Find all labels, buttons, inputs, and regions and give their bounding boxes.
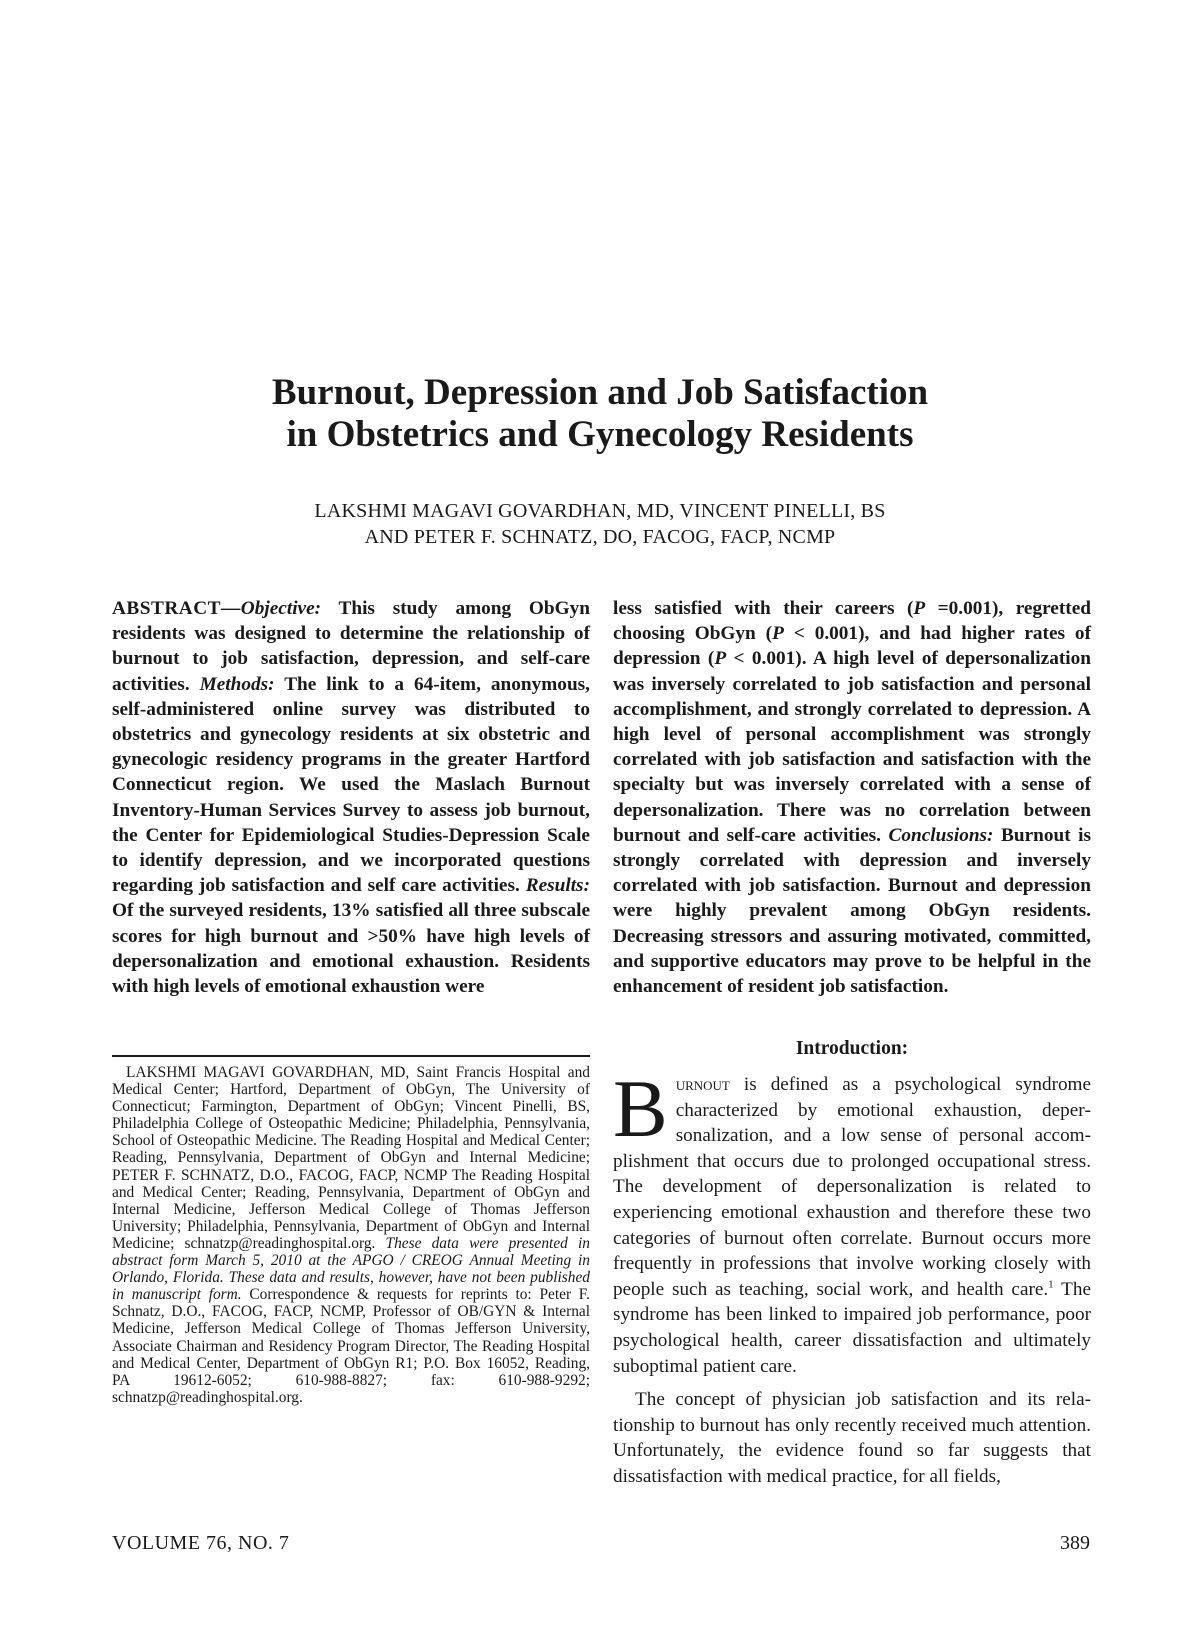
title-line-2: in Obstetrics and Gynecology Residents (286, 414, 914, 455)
results-text-right-a: less satisfied with their careers ( (613, 598, 914, 619)
intro-para1-text-b: The syndrome has been linked to impaired job performance, poor psychological health, career dissatisfaction and ultimately suboptimal patient care. (613, 1278, 1092, 1377)
title-line-1: Burnout, Depression and Job Satisfaction (271, 372, 929, 413)
abstract-paragraph-right (613, 596, 1091, 999)
objective-label: Objective: (240, 598, 322, 619)
footnote-text: LAKSHMI MAGAVI GOVARDHAN, MD, Saint Francis Hospital and Medical Center; Hartford, Department of ObGyn, The University of Connecticut; Farmington, Department of ObGyn; Vincent Pinelli, BS, Philadelphia College of Osteopathic Medicine; Philadelphia, Pennsylvania, School of Osteopathic Medicine. The Reading Hospital and Medical Center; Reading, Pennsylvania, Department of ObGyn and Internal Medicine; PETER F. SCHNATZ, D.O., FACOG, FACP, NCMP The Reading Hospital and Medical Center; Reading, Pennsylvania, Department of ObGyn and Internal Medicine, Jefferson Medical College of Thomas Jefferson University; Philadelphia, Pennsylvania, Department of ObGyn and Internal Medicine; schnatzp@readinghospital.org. (112, 1064, 590, 1252)
p-value-label-3: P (714, 648, 727, 670)
conclusions-label: Conclusions: (888, 824, 994, 846)
p-value-label-1: P (913, 598, 926, 619)
journal-volume: VOLUME 76, NO. 7 (112, 1532, 290, 1554)
abstract-right-column (613, 596, 1091, 999)
results-label: Results: (525, 875, 590, 897)
introduction-body (613, 1063, 1092, 1490)
author-affiliations-footnote (112, 1064, 590, 1406)
introduction-heading: Introduction: (795, 1038, 909, 1059)
footnote-text-end: Correspondence & requests for reprints to: Peter F. Schnatz, D.O., FACOG, FACP, NCMP, Professor of OB/GYN & Internal Medicine, Jefferson Medical College of Thomas Jefferson University, Associate Chairman and Residency Program Director, The Reading Hospital and Medical Center, Department of ObGyn R1; P.O. Box 16052, Reading, PA 19612-6052; 610-988-8827; fax: 610-988-9292; schnatzp@readinghospital.org. (112, 1286, 590, 1406)
drop-cap-letter: B (613, 1063, 668, 1154)
objective-text: This study among ObGyn residents was designed to determine the relationship of burnout to job satisfaction, depression, and self-care activities. (112, 598, 590, 695)
page-number: 389 (1060, 1532, 1090, 1554)
reference-marker: 1 (1048, 1278, 1054, 1291)
p-value-1: =0.001), regretted choosing ObGyn ( (613, 598, 1091, 645)
authors-line-1: LAKSHMI MAGAVI GOVARDHAN, MD, VINCENT PINELLI, BS (314, 500, 886, 522)
p-value-label-2: P (772, 623, 784, 645)
p-value-2: < 0.001), and had higher rates of depression ( (613, 623, 1091, 670)
article-title (100, 372, 1100, 456)
smallcaps-lead: urnout (675, 1074, 730, 1095)
results-text-left: Of the surveyed residents, 13% satisfied all three subscale scores for high burnout and >50% have high levels of depersonalization and emotional exhaustion. Residents with high levels of emotional exhaustion were (112, 900, 590, 998)
methods-text: The link to a 64-item, anonymous, self-administered online survey was distributed to obstetrics and gynecology residents at six obstetric and gynecologic residency programs in the greater Hartford Connecticut region. We used the Maslach Burnout Inventory-Human Services Survey to assess job burnout, the Center for Epidemiological Studies-Depression Scale to identify depression, and we incorporated questions regarding job satisfaction and self care activities. (112, 673, 590, 897)
footnote-italic-text: These data were presented in abstract form March 5, 2010 at the APGO / CREOG Annual Meeting in Orlando, Florida. These data and results, however, have not been published in manuscript form. (112, 1234, 590, 1304)
abstract-lead: ABSTRACT— (112, 598, 241, 619)
results-text-right-b: < 0.001). A high level of depersonalization was inversely correlated to job satisfaction and personal accomplishment, and strongly correlated to depression. A high level of personal accomplishment was strongly correlated with job satisfaction and satisfaction with the specialty but was inversely correlated with a sense of depersonalization. There was no correlation between burnout and self-care activities. (613, 648, 1091, 846)
abstract-left-column (112, 596, 590, 999)
introduction-paragraph-1 (613, 1063, 1092, 1379)
authors-line-2: AND PETER F. SCHNATZ, DO, FACOG, FACP, NCMP (364, 526, 836, 548)
methods-label: Methods: (199, 673, 275, 695)
footnote-divider (112, 1055, 590, 1057)
author-list (100, 498, 1100, 550)
introduction-paragraph-2: The concept of physician job satisfaction and its relationship to burnout has only recently received much attention. Unfortunately, the evidence found so far suggests that dissatisfaction with medical practice, for all fields, (613, 1389, 1091, 1487)
abstract-paragraph-left (112, 596, 590, 999)
intro-para1-text-a: is defined as a psychological syndrome characterized by emotional exhaustion, depersonalization, and a low sense of personal accomplishment that occurs due to prolonged occupational stress. The development of depersonalization is related to experiencing emotional exhaustion and therefore these two categories of burnout often correlate. Burnout occurs more frequently in professions that involve working closely with people such as teaching, social work, and health care. (613, 1074, 1091, 1300)
conclusions-text: Burnout is strongly correlated with depression and inversely correlated with job satisfaction. Burnout and depression were highly prevalent among ObGyn residents. Decreasing stressors and assuring motivated, committed, and supportive educators may prove to be helpful in the enhancement of resident job satisfaction. (613, 824, 1091, 998)
